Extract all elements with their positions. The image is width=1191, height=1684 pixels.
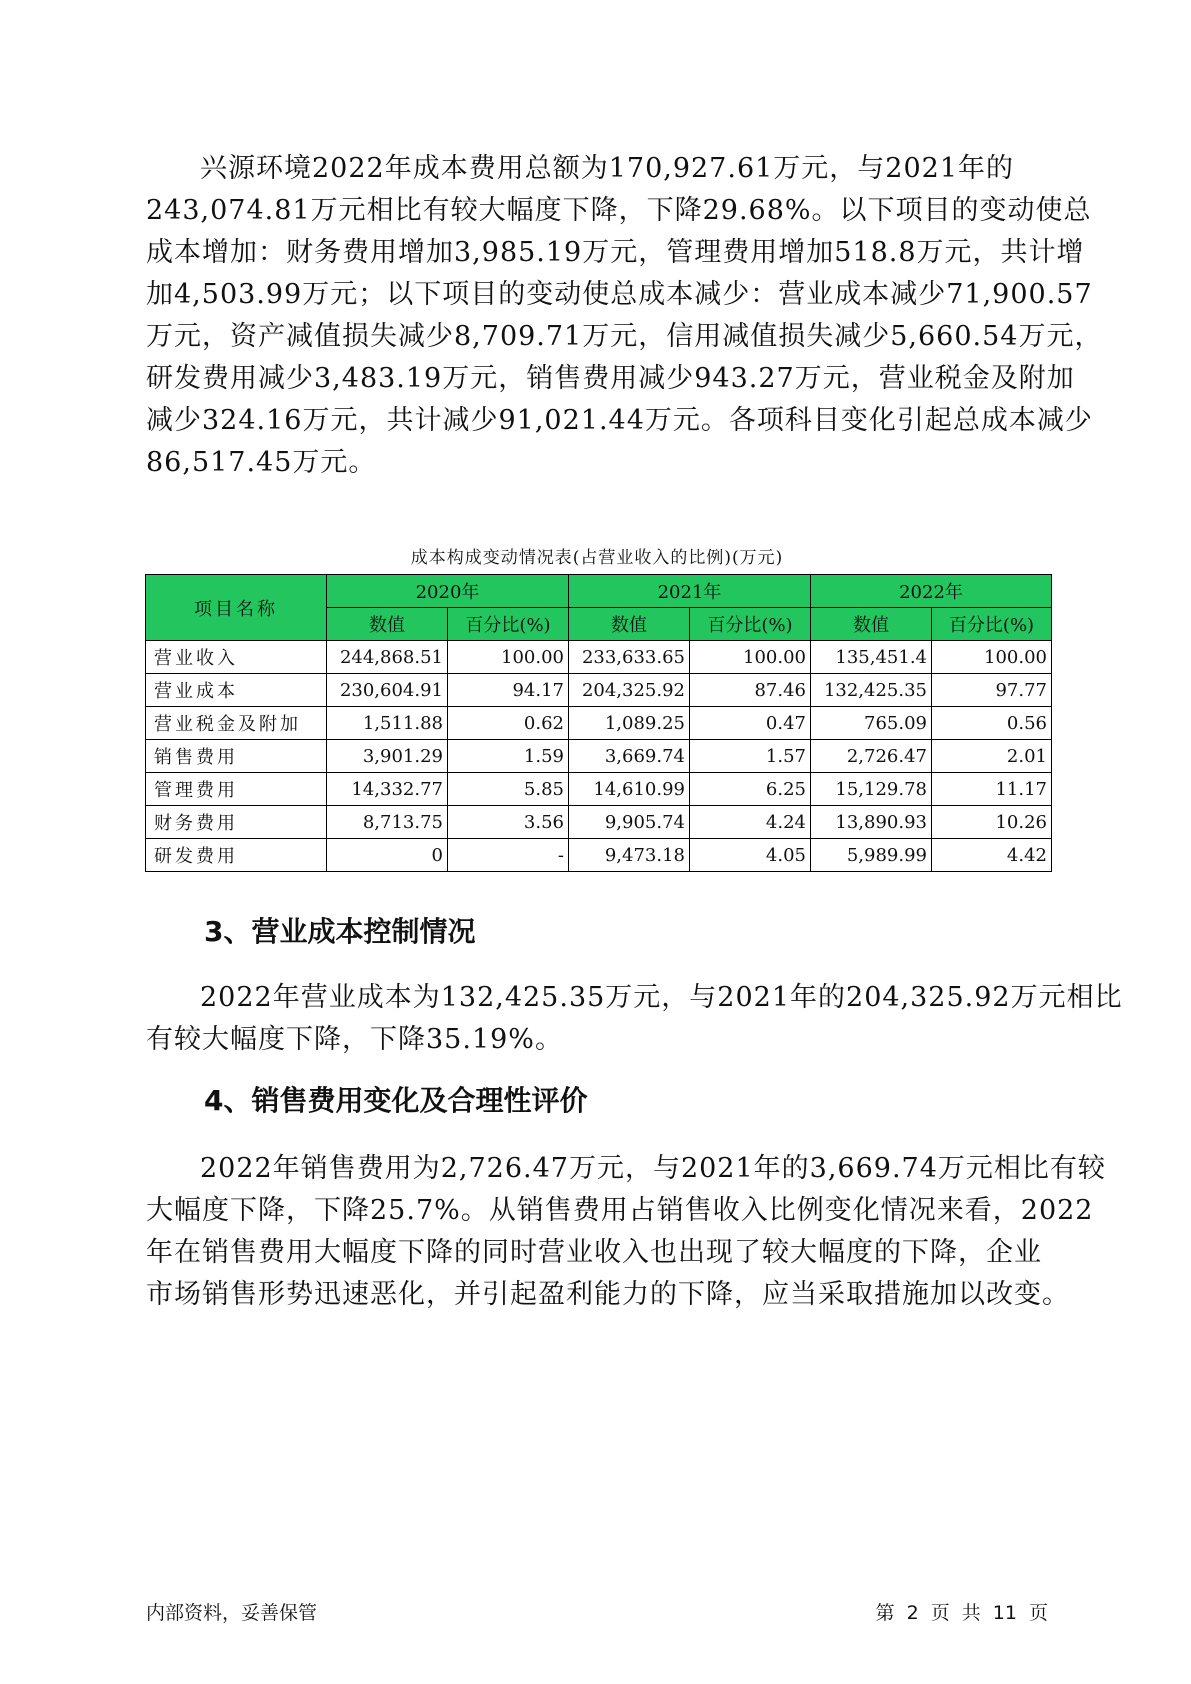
- row-label: 营业税金及附加: [146, 707, 327, 740]
- table-cell: 4.05: [690, 839, 811, 872]
- table-cell: 87.46: [690, 674, 811, 707]
- table-row: [146, 641, 1052, 674]
- table-cell: 1,089.25: [569, 707, 690, 740]
- table-cell: 0: [327, 839, 448, 872]
- table-cell: 97.77: [932, 674, 1052, 707]
- table-row: [146, 674, 1052, 707]
- value-header: 数值: [569, 608, 690, 641]
- cost-summary-paragraph: [146, 148, 1103, 484]
- percent-header: 百分比(%): [932, 608, 1052, 641]
- footer-page-number: 第 2 页 共 11 页: [875, 1602, 1048, 1624]
- table-cell: 100.00: [690, 641, 811, 674]
- year-header: 2022年: [811, 575, 1052, 608]
- row-label: 管理费用: [146, 773, 327, 806]
- paragraph-line: 研发费用减少3,483.19万元，销售费用减少943.27万元，营业税金及附加: [146, 363, 1075, 394]
- paragraph-line: 243,074.81万元相比有较大幅度下降，下降29.68%。以下项目的变动使总: [146, 195, 1092, 226]
- table-cell: 765.09: [811, 707, 932, 740]
- table-cell: 15,129.78: [811, 773, 932, 806]
- cost-structure-table: [145, 574, 1052, 872]
- paragraph-line: 2022年营业成本为132,425.35万元，与2021年的204,325.92万元相比: [200, 982, 1123, 1013]
- paragraph-line: 有较大幅度下降，下降35.19%。: [146, 1024, 563, 1055]
- table-caption: 成本构成变动情况表(占营业收入的比例)(万元): [410, 548, 784, 568]
- table-cell: -: [448, 839, 569, 872]
- table-cell: 0.62: [448, 707, 569, 740]
- percent-header: 百分比(%): [690, 608, 811, 641]
- paragraph-line: 年在销售费用大幅度下降的同时营业收入也出现了较大幅度的下降，企业: [146, 1237, 1042, 1268]
- row-label: 销售费用: [146, 740, 327, 773]
- section-3-heading: 3、营业成本控制情况: [204, 915, 476, 948]
- table-row: [146, 707, 1052, 740]
- table-cell: 0.47: [690, 707, 811, 740]
- table-cell: 3,669.74: [569, 740, 690, 773]
- table-row: [146, 806, 1052, 839]
- table-cell: 2.01: [932, 740, 1052, 773]
- table-cell: 3,901.29: [327, 740, 448, 773]
- table-cell: 4.42: [932, 839, 1052, 872]
- table-cell: 1.57: [690, 740, 811, 773]
- paragraph-line: 成本增加：财务费用增加3,985.19万元，管理费用增加518.8万元，共计增: [146, 237, 1085, 268]
- table-cell: 230,604.91: [327, 674, 448, 707]
- paragraph-line: 减少324.16万元，共计减少91,021.44万元。各项科目变化引起总成本减少: [146, 405, 1093, 436]
- table-row: [146, 740, 1052, 773]
- table-row: [146, 773, 1052, 806]
- paragraph-line: 86,517.45万元。: [146, 447, 377, 478]
- paragraph-line: 市场销售形势迅速恶化，并引起盈利能力的下降，应当采取措施加以改变。: [146, 1279, 1070, 1310]
- paragraph-line: 加4,503.99万元；以下项目的变动使总成本减少：营业成本减少71,900.57: [146, 279, 1093, 310]
- row-label: 研发费用: [146, 839, 327, 872]
- table-cell: 9,473.18: [569, 839, 690, 872]
- table-cell: 5.85: [448, 773, 569, 806]
- section-4-paragraph: [146, 1148, 1106, 1316]
- section-3-paragraph: [146, 977, 1123, 1061]
- table-cell: 1,511.88: [327, 707, 448, 740]
- row-label: 营业成本: [146, 674, 327, 707]
- table-cell: 1.59: [448, 740, 569, 773]
- paragraph-line: 大幅度下降，下降25.7%。从销售费用占销售收入比例变化情况来看，2022: [146, 1195, 1094, 1226]
- paragraph-line: 万元，资产减值损失减少8,709.71万元，信用减值损失减少5,660.54万元，: [146, 321, 1103, 352]
- table-cell: 14,332.77: [327, 773, 448, 806]
- table-cell: 2,726.47: [811, 740, 932, 773]
- table-row: [146, 839, 1052, 872]
- item-name-header: 项目名称: [146, 575, 327, 641]
- table-cell: 204,325.92: [569, 674, 690, 707]
- row-label: 财务费用: [146, 806, 327, 839]
- value-header: 数值: [327, 608, 448, 641]
- table-cell: 100.00: [448, 641, 569, 674]
- year-header: 2020年: [327, 575, 569, 608]
- table-cell: 244,868.51: [327, 641, 448, 674]
- paragraph-line: 兴源环境2022年成本费用总额为170,927.61万元，与2021年的: [200, 153, 1015, 184]
- table-header-row: [146, 575, 1052, 608]
- percent-header: 百分比(%): [448, 608, 569, 641]
- table-cell: 5,989.99: [811, 839, 932, 872]
- table-cell: 100.00: [932, 641, 1052, 674]
- table-cell: 0.56: [932, 707, 1052, 740]
- table-cell: 10.26: [932, 806, 1052, 839]
- table-cell: 233,633.65: [569, 641, 690, 674]
- table-cell: 4.24: [690, 806, 811, 839]
- section-4-heading: 4、销售费用变化及合理性评价: [204, 1084, 588, 1117]
- row-label: 营业收入: [146, 641, 327, 674]
- table-cell: 14,610.99: [569, 773, 690, 806]
- table-cell: 132,425.35: [811, 674, 932, 707]
- table-cell: 11.17: [932, 773, 1052, 806]
- footer-confidential-note: 内部资料，妥善保管: [146, 1602, 318, 1624]
- value-header: 数值: [811, 608, 932, 641]
- table-cell: 135,451.4: [811, 641, 932, 674]
- table-cell: 94.17: [448, 674, 569, 707]
- paragraph-line: 2022年销售费用为2,726.47万元，与2021年的3,669.74万元相比有较: [200, 1153, 1106, 1184]
- year-header: 2021年: [569, 575, 811, 608]
- table-cell: 8,713.75: [327, 806, 448, 839]
- table-cell: 6.25: [690, 773, 811, 806]
- table-cell: 3.56: [448, 806, 569, 839]
- table-cell: 13,890.93: [811, 806, 932, 839]
- table-cell: 9,905.74: [569, 806, 690, 839]
